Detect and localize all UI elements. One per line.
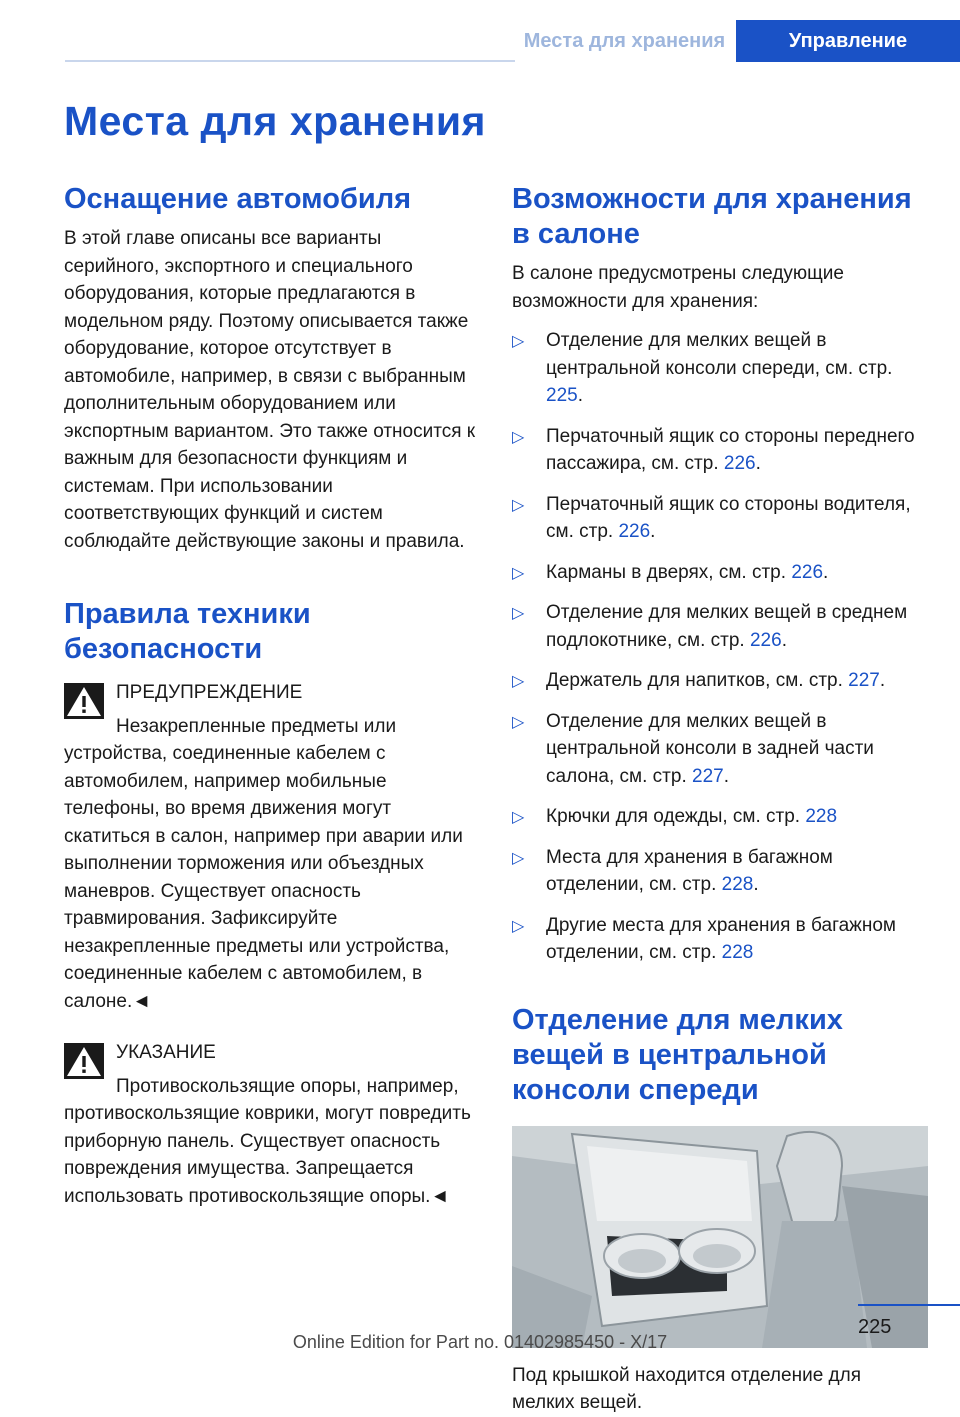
list-item: ▷ Перчаточный ящик со стороны переднего пассажира, см. стр. 226. bbox=[512, 425, 915, 474]
header-chapter-label: Управление bbox=[736, 20, 960, 62]
warning-2-title: УКАЗАНИЕ bbox=[116, 1042, 216, 1063]
list-item: ▷ Держатель для напитков, см. стр. 227. bbox=[512, 667, 928, 695]
list-item: ▷ Крючки для одежды, см. стр. 228 bbox=[512, 803, 928, 831]
console-heading: Отделение для мелких вещей в центральной консоли спереди bbox=[512, 1003, 843, 1106]
list-item: ▷ Отделение для мелких вещей в среднем подлокотнике, см. стр. 226. bbox=[512, 602, 908, 651]
list-item: ▷ Отделение для мелких вещей в центральной консоли спереди, см. стр. 225. bbox=[512, 330, 893, 406]
list-item: ▷ Места для хранения в багажном отделении, см. стр. 228. bbox=[512, 846, 833, 895]
right-column bbox=[512, 182, 928, 1417]
triangle-bullet-icon: ▷ bbox=[512, 333, 525, 350]
triangle-bullet-icon: ▷ bbox=[512, 673, 525, 690]
page-link[interactable]: 228 bbox=[805, 806, 838, 827]
storage-intro: В салоне предусмотрены следующие возможности для хранения: bbox=[512, 263, 844, 312]
triangle-bullet-icon: ▷ bbox=[512, 917, 525, 935]
list-item: ▷ Отделение для мелких вещей в центральной консоли в задней части салона, см. стр. 227. bbox=[512, 710, 874, 787]
triangle-bullet-icon: ▷ bbox=[512, 605, 525, 622]
center-console-photo bbox=[512, 1126, 928, 1348]
page-link[interactable]: 228 bbox=[721, 942, 754, 963]
safety-heading: Правила техники безопасности bbox=[64, 598, 311, 665]
warning-block-2 bbox=[64, 1039, 478, 1210]
triangle-bullet-icon: ▷ bbox=[512, 496, 525, 514]
page-title: Места для хранения bbox=[64, 98, 486, 144]
page-link[interactable]: 225 bbox=[546, 385, 578, 406]
equipment-paragraph: В этой главе описаны все варианты серийного, экспортного и специального оборудования, которые предлагаются в модельном ряду. Поэтому описывается также оборудование, которое отсутствует в автомобиле, например, в связи с выбранным дополнительным оборудованием или экспортным вариантом. Это также относится к важным для безопасности функциям и системам. При использовании соответствующих функций и систем соблюдайте действующие законы и правила. bbox=[64, 228, 476, 552]
warning-2-text: Противоскользящие опоры, например, противоскользящие коврики, могут повредить приборную панель. Существует опасность повреждения имущества. Запрещается использовать противоскользящие опоры.◄ bbox=[64, 1075, 471, 1207]
page-link[interactable]: 228 bbox=[721, 874, 754, 895]
left-column bbox=[64, 182, 478, 1210]
warning-1-text: Незакрепленные предметы или устройства, соединенные кабелем с автомобилем, например мобильные телефоны, во время движения могут скатиться в салон, например при аварии или выполнении торможения или объездных маневров. Существует опасность травмирования. Зафиксируйте незакрепленные предметы или устройства, соединенные кабелем с автомобилем, в салоне.◄ bbox=[64, 715, 463, 1012]
page-link[interactable]: 227 bbox=[848, 670, 880, 691]
triangle-bullet-icon: ▷ bbox=[512, 809, 525, 826]
list-item: ▷ Перчаточный ящик со стороны водителя, см. стр. 226. bbox=[512, 493, 911, 542]
page-link[interactable]: 227 bbox=[692, 765, 724, 787]
equipment-heading: Оснащение автомобиля bbox=[64, 183, 412, 215]
storage-list bbox=[512, 327, 928, 967]
page-link[interactable]: 226 bbox=[618, 521, 651, 542]
edition-footer: Online Edition for Part no. 01402985450 - X/17 bbox=[292, 1332, 668, 1352]
triangle-bullet-icon: ▷ bbox=[512, 428, 525, 446]
page-number: 225 bbox=[858, 1316, 892, 1338]
page-link[interactable]: 226 bbox=[791, 561, 824, 583]
storage-heading: Возможности для хранения в салоне bbox=[512, 183, 912, 250]
page-link[interactable]: 226 bbox=[749, 629, 782, 651]
page-header bbox=[0, 0, 960, 62]
triangle-bullet-icon: ▷ bbox=[512, 849, 525, 867]
warning-1-title: ПРЕДУПРЕЖДЕНИЕ bbox=[116, 682, 303, 703]
warning-triangle-icon bbox=[64, 1043, 104, 1079]
warning-block-1 bbox=[64, 679, 478, 1015]
list-item: ▷ Карманы в дверях, см. стр. 226. bbox=[512, 559, 928, 587]
list-item: ▷ Другие места для хранения в багажном отделении, см. стр. 228 bbox=[512, 914, 896, 963]
triangle-bullet-icon: ▷ bbox=[512, 564, 525, 582]
photo-caption: Под крышкой находится отделение для мелких вещей. bbox=[512, 1364, 861, 1413]
warning-triangle-icon bbox=[64, 683, 104, 719]
triangle-bullet-icon: ▷ bbox=[512, 713, 525, 731]
footer-divider bbox=[858, 1304, 960, 1306]
page-link[interactable]: 226 bbox=[723, 453, 756, 474]
header-section-label: Места для хранения bbox=[523, 30, 726, 52]
center-console-illustration bbox=[512, 1126, 928, 1348]
header-divider bbox=[65, 60, 515, 62]
